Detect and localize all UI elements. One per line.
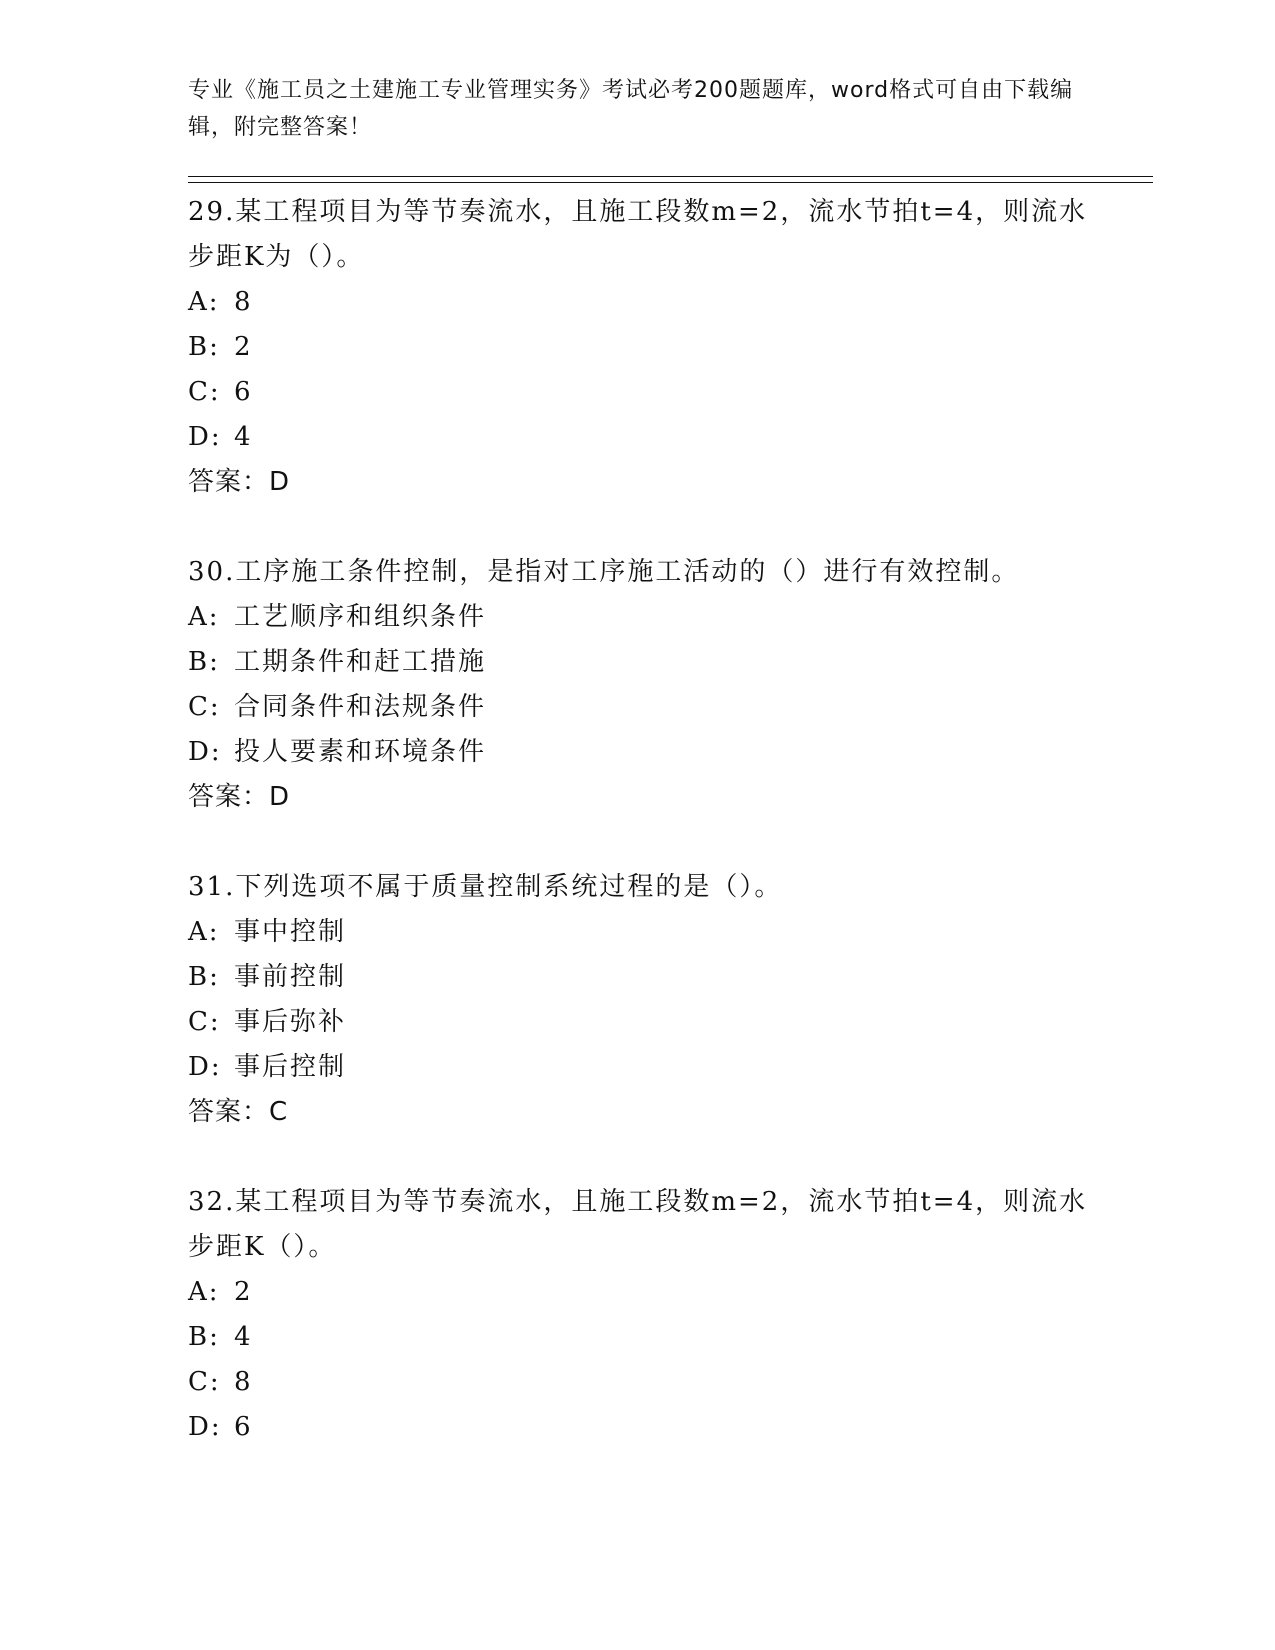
option-a [188,1270,1088,1315]
option-d [188,415,1088,460]
option-text: 6 [234,377,253,407]
option-a [188,595,1088,640]
option-key: A: [188,602,220,632]
option-text: 4 [234,422,253,452]
answer-line: 答案：D [188,467,291,497]
option-key: D: [188,422,222,452]
question-29 [188,190,1088,505]
option-text: 工艺顺序和组织条件 [234,602,487,632]
option-d [188,1045,1088,1090]
option-text: 4 [234,1322,253,1352]
option-key: C: [188,1367,221,1397]
option-key: D: [188,737,222,767]
option-c [188,1360,1088,1405]
option-key: D: [188,1412,222,1442]
option-b [188,325,1088,370]
option-key: A: [188,917,220,947]
question-stem: 32.某工程项目为等节奏流水，且施工段数m=2，流水节拍t=4，则流水步距K（）。 [188,1187,1088,1262]
option-text: 8 [234,1367,253,1397]
question-stem: 29.某工程项目为等节奏流水，且施工段数m=2，流水节拍t=4，则流水步距K为（）。 [188,197,1088,272]
question-stem: 31.下列选项不属于质量控制系统过程的是（）。 [188,872,783,902]
option-key: C: [188,1007,221,1037]
option-key: B: [188,647,220,677]
document-header: 专业《施工员之土建施工专业管理实务》考试必考200题题库，word格式可自由下载编辑，附完整答案！ [188,78,1074,140]
option-text: 工期条件和赶工措施 [234,647,487,677]
option-text: 事中控制 [234,917,347,947]
option-key: C: [188,377,221,407]
option-text: 8 [234,287,253,317]
option-d [188,1405,1088,1450]
option-key: B: [188,962,220,992]
header-divider-top [188,176,1153,177]
option-text: 合同条件和法规条件 [234,692,487,722]
option-b [188,640,1088,685]
option-key: B: [188,1322,220,1352]
option-text: 2 [234,332,253,362]
answer-line: 答案：D [188,782,291,812]
option-key: A: [188,1277,220,1307]
header-divider-bottom [188,182,1153,183]
question-32 [188,1180,1088,1450]
option-key: A: [188,287,220,317]
question-30 [188,550,1088,820]
option-c [188,370,1088,415]
option-c [188,1000,1088,1045]
option-b [188,1315,1088,1360]
option-text: 6 [234,1412,253,1442]
question-31 [188,865,1088,1135]
option-d [188,730,1088,775]
option-a [188,280,1088,325]
option-text: 投人要素和环境条件 [234,737,487,767]
option-key: C: [188,692,221,722]
question-stem: 30.工序施工条件控制，是指对工序施工活动的（）进行有效控制。 [188,557,1020,587]
option-text: 事后弥补 [234,1007,347,1037]
option-text: 事前控制 [234,962,347,992]
answer-line: 答案：C [188,1097,289,1127]
question-list [188,190,1088,1495]
option-c [188,685,1088,730]
option-a [188,910,1088,955]
option-key: B: [188,332,220,362]
option-text: 2 [234,1277,253,1307]
option-key: D: [188,1052,222,1082]
option-b [188,955,1088,1000]
option-text: 事后控制 [234,1052,347,1082]
